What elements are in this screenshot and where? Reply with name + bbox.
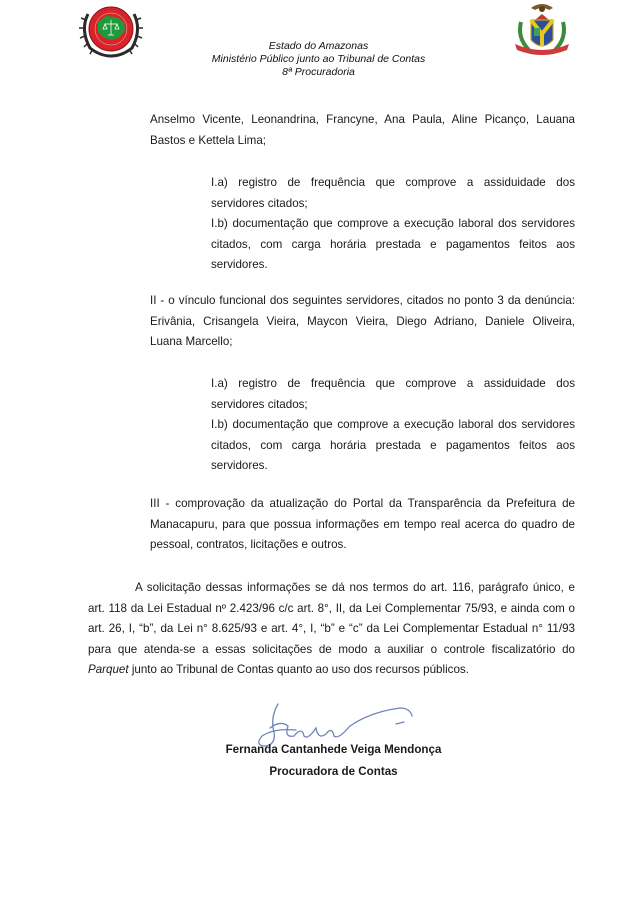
closing-line-rest: junto ao Tribunal de Contas quanto ao uso dos recursos públicos. xyxy=(128,663,469,676)
closing-line: art. 26, I, “b”, da Lei n° 8.625/93 e art. 4°, I, “b” e “c” da Lei Complementar Estadual n° 11/93 xyxy=(88,622,575,635)
item-3-line: pessoal, contratos, licitações e outros. xyxy=(150,538,347,551)
item-2-line: Luana Marcello; xyxy=(150,335,233,348)
item-1a-line: I.a) registro de frequência que comprove a assiduidade dos xyxy=(211,176,575,189)
item-1a xyxy=(211,173,575,214)
closing-line: para que atenda-se a essas solicitações de modo a auxiliar o controle fiscalizatório do xyxy=(88,642,575,656)
item-1b-line: I.b) documentação que comprove a execução laboral dos servidores xyxy=(211,217,575,230)
closing-paragraph xyxy=(88,578,575,681)
intro-paragraph xyxy=(150,110,575,151)
item-3-line: Manacapuru, para que possua informações em tempo real acerca do quadro de xyxy=(150,517,575,531)
item-1a-line: servidores citados; xyxy=(211,196,308,210)
item-2a-line: I.a) registro de frequência que comprove a assiduidade dos xyxy=(211,377,575,390)
item-2b-line: citados, com carga horária prestada e pagamentos feitos aos xyxy=(211,438,575,452)
header-institution: Ministério Público junto ao Tribunal de Contas xyxy=(211,53,426,65)
item-1b-line: servidores. xyxy=(211,258,268,271)
parquet-term: Parquet xyxy=(88,663,129,676)
signatory-name: Fernanda Cantanhede Veiga Mendonça xyxy=(225,743,442,756)
header-office: 8ª Procuradoria xyxy=(282,66,355,78)
header-state: Estado do Amazonas xyxy=(268,40,369,52)
amazonas-coat-of-arms-logo xyxy=(509,0,575,62)
closing-line: A solicitação dessas informações se dá nos termos do art. 116, parágrafo único, e xyxy=(135,581,575,594)
closing-line: art. 118 da Lei Estadual nº 2.423/96 c/c art. 8°, II, da Lei Complementar 75/93, e ainda com o xyxy=(88,601,575,615)
item-2b xyxy=(211,415,575,477)
item-2-line: II - o vínculo funcional dos seguintes servidores, citados no ponto 3 da denúncia: xyxy=(150,294,575,307)
item-2b-line: I.b) documentação que comprove a execução laboral dos servidores xyxy=(211,418,575,431)
item-3 xyxy=(150,494,575,556)
intro-line: Anselmo Vicente, Leonandrina, Francyne, Ana Paula, Aline Picanço, Lauana xyxy=(150,113,575,126)
intro-line: Bastos e Kettela Lima; xyxy=(150,133,266,147)
signatory-role: Procuradora de Contas xyxy=(269,765,398,778)
item-2 xyxy=(150,291,575,353)
closing-line xyxy=(88,660,575,681)
item-2a xyxy=(211,374,575,415)
item-2a-line: servidores citados; xyxy=(211,397,308,411)
item-1b-line: citados, com carga horária prestada e pagamentos feitos aos xyxy=(211,237,575,251)
item-3-line: III - comprovação da atualização do Portal da Transparência da Prefeitura de xyxy=(150,497,575,510)
item-2-line: Erivânia, Crisangela Vieira, Maycon Vieira, Diego Adriano, Daniele Oliveira, xyxy=(150,314,575,328)
item-2b-line: servidores. xyxy=(211,459,268,472)
item-1b xyxy=(211,214,575,276)
